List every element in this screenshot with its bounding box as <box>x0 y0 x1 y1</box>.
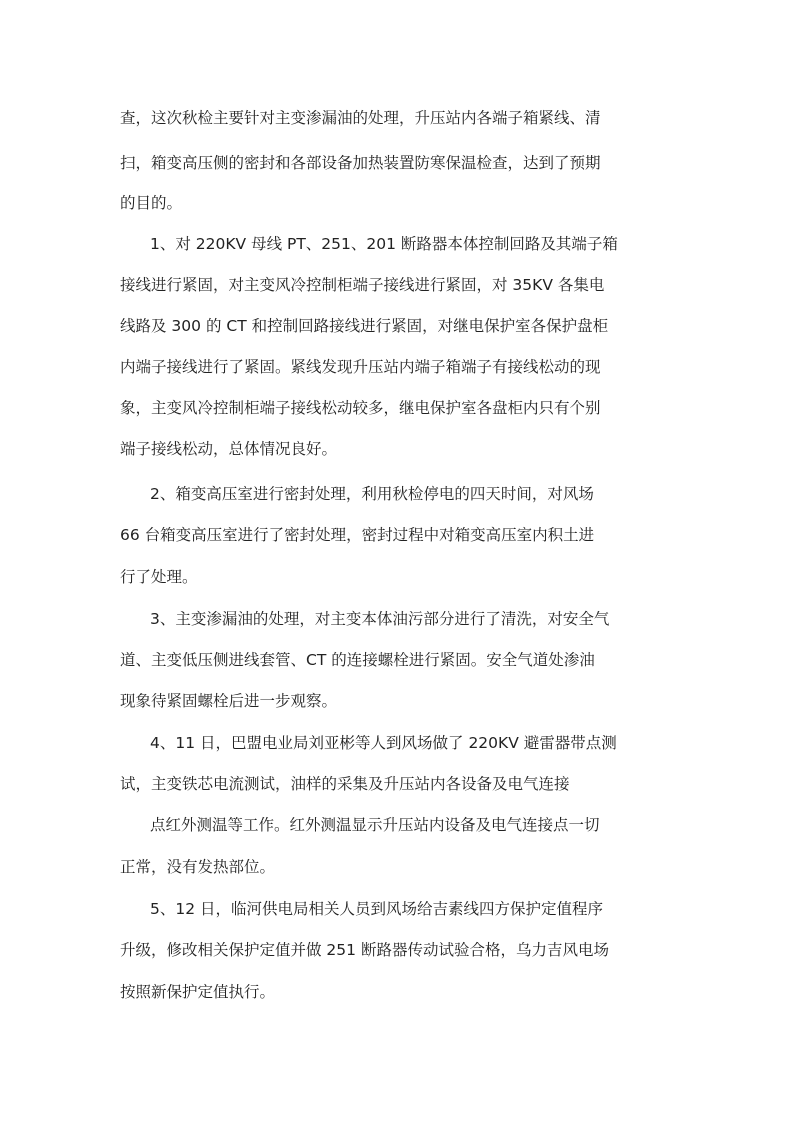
text-line: 试，主变铁芯电流测试，油样的采集及升压站内各设备及电气连接 <box>120 775 570 793</box>
text-line: 66 台箱变高压室进行了密封处理，密封过程中对箱变高压室内积土进 <box>120 526 595 544</box>
text-line: 现象待紧固螺栓后进一步观察。 <box>120 692 338 710</box>
text-line: 线路及 300 的 CT 和控制回路接线进行紧固，对继电保护室各保护盘柜 <box>120 317 609 335</box>
text-line: 5、12 日，临河供电局相关人员到风场给吉素线四方保护定值程序 <box>150 900 604 918</box>
text-line: 4、11 日，巴盟电业局刘亚彬等人到风场做了 220KV 避雷器带点测 <box>150 734 617 752</box>
text-line: 1、对 220KV 母线 PT、251、201 断路器本体控制回路及其端子箱 <box>150 235 618 253</box>
text-line: 按照新保护定值执行。 <box>120 983 276 1001</box>
text-line: 升级，修改相关保护定值并做 251 断路器传动试验合格，乌力吉风电场 <box>120 941 609 959</box>
text-line: 点红外测温等工作。红外测温显示升压站内设备及电气连接点一切 <box>150 816 600 834</box>
text-line: 接线进行紧固，对主变风冷控制柜端子接线进行紧固，对 35KV 各集电 <box>120 276 605 294</box>
text-line: 3、主变渗漏油的处理，对主变本体油污部分进行了清洗，对安全气 <box>150 610 610 628</box>
text-line: 2、箱变高压室进行密封处理，利用秋检停电的四天时间，对风场 <box>150 485 594 503</box>
text-line: 正常，没有发热部位。 <box>120 858 276 876</box>
text-line: 端子接线松动，总体情况良好。 <box>120 440 338 458</box>
text-line: 查，这次秋检主要针对主变渗漏油的处理，升压站内各端子箱紧线、清 <box>120 109 601 127</box>
text-line: 扫，箱变高压侧的密封和各部设备加热装置防寒保温检查，达到了预期 <box>120 154 601 172</box>
text-line: 的目的。 <box>120 194 183 212</box>
text-line: 内端子接线进行了紧固。紧线发现升压站内端子箱端子有接线松动的现 <box>120 358 601 376</box>
text-line: 行了处理。 <box>120 568 198 586</box>
text-line: 道、主变低压侧进线套管、CT 的连接螺栓进行紧固。安全气道处渗油 <box>120 651 595 669</box>
text-line: 象，主变风冷控制柜端子接线松动较多，继电保护室各盘柜内只有个别 <box>120 399 601 417</box>
